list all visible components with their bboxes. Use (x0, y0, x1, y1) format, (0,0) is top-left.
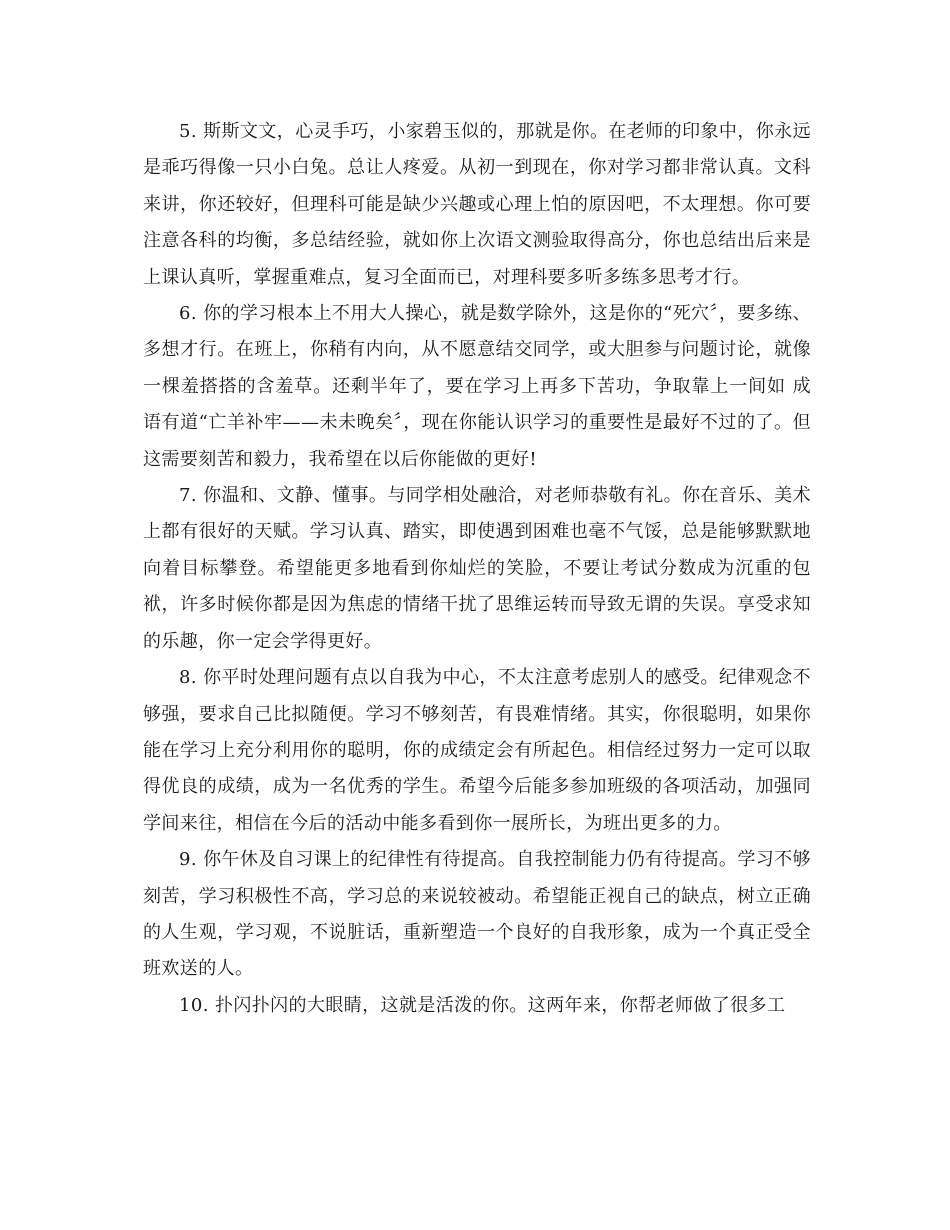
paragraph-comment-8: 8. 你平时处理问题有点以自我为中心，不太注意考虑别人的感受。纪律观念不够强，要求自己比拟随便。学习不够刻苦，有畏难情绪。其实，你很聪明，如果你能在学习上充分利用你的聪明，你的成绩定会有所起色。相信经过努力一定可以取得优良的成绩，成为一名优秀的学生。希望今后能多参加班级的各项活动，加强同学间来往，相信在今后的活动中能多看到你一展所长，为班出更多的力。 (143, 667, 811, 834)
paragraph-comment-7: 7. 你温和、文静、懂事。与同学相处融洽，对老师恭敬有礼。你在音乐、美术上都有很好的天赋。学习认真、踏实，即使遇到困难也毫不气馁，总是能够默默地向着目标攀登。希望能更多地看到你灿烂的笑脸，不要让考试分数成为沉重的包袱，许多时候你都是因为焦虑的情绪干扰了思维运转而导致无谓的失误。享受求知的乐趣，你一定会学得更好。 (143, 485, 811, 652)
paragraph-comment-9: 9. 你午休及自习课上的纪律性有待提高。自我控制能力仍有待提高。学习不够刻苦，学习积极性不高，学习总的来说较被动。希望能正视自己的缺点，树立正确的人生观，学习观，不说脏话，重新塑造一个良好的自我形象，成为一个真正受全班欢送的人。 (143, 849, 811, 980)
paragraph-comment-6: 6. 你的学习根本上不用大人操心，就是数学除外，这是你的“死穴〞，要多练、多想才行。在班上，你稍有内向，从不愿意结交同学，或大胆参与问题讨论，就像一棵羞搭搭的含羞草。还剩半年了，要在学习上再多下苦功，争取靠上一间如 成语有道“亡羊补牢——未未晚矣〞，现在你能认识学习的重要性是最好不过的了。但这需要刻苦和毅力，我希望在以后你能做的更好! (143, 303, 811, 470)
document-body (143, 114, 811, 1024)
paragraph-comment-5: 5. 斯斯文文，心灵手巧，小家碧玉似的，那就是你。在老师的印象中，你永远是乖巧得像一只小白兔。总让人疼爱。从初一到现在，你对学习都非常认真。文科来讲，你还较好，但理科可能是缺少兴趣或心理上怕的原因吧，不太理想。你可要注意各科的均衡，多总结经验，就如你上次语文测验取得高分，你也总结出后来是上课认真听，掌握重难点，复习全面而已，对理科要多听多练多思考才行。 (143, 121, 811, 288)
paragraph-comment-10: 10. 扑闪扑闪的大眼睛，这就是活泼的你。这两年来，你帮老师做了很多工 (179, 994, 786, 1016)
